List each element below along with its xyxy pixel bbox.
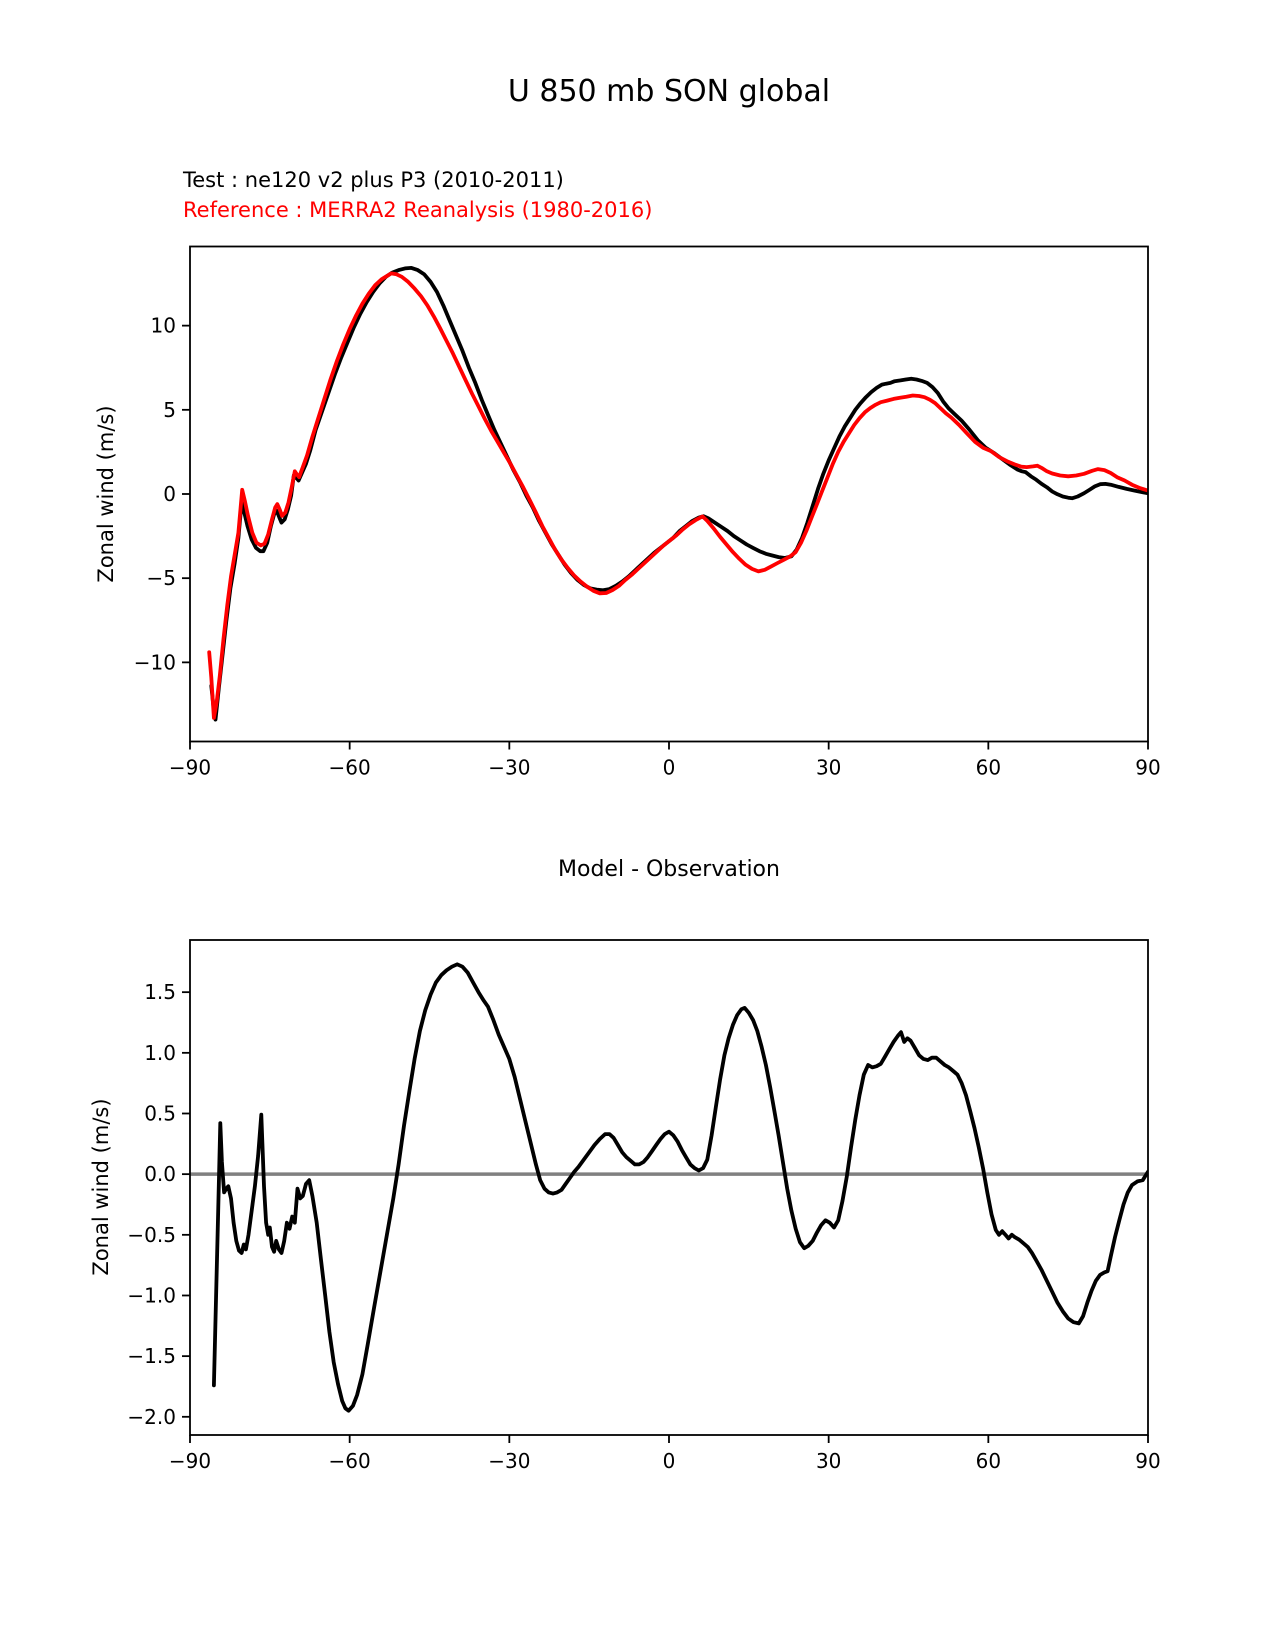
x-tick-label: −90	[168, 1449, 212, 1473]
x-tick-label: 30	[815, 755, 842, 780]
x-tick-label: 90	[1135, 755, 1161, 780]
y-tick-label: −2.0	[127, 1404, 176, 1429]
y-tick-label: −0.5	[127, 1222, 176, 1247]
x-tick-label: 30	[815, 1449, 842, 1473]
y-tick-label: 0.0	[144, 1162, 176, 1187]
x-tick-label: −60	[328, 755, 371, 780]
difference-series-line	[214, 964, 1148, 1410]
legend-reference-label: Reference : MERRA2 Reanalysis (1980-2016)	[183, 198, 653, 222]
test-series-line	[211, 268, 1148, 720]
bottom-plot-ylabel: Zonal wind (m/s)	[89, 1098, 113, 1276]
y-tick-label: 0.5	[144, 1101, 176, 1126]
y-tick-label: 5	[163, 397, 176, 422]
x-tick-label: 90	[1135, 1449, 1161, 1473]
y-tick-label: 1.5	[144, 980, 176, 1005]
y-tick-label: −1.0	[127, 1283, 176, 1308]
bottom-plot	[127, 940, 1160, 1473]
y-tick-label: 0	[163, 482, 176, 506]
top-plot	[134, 247, 1161, 780]
x-tick-label: −90	[168, 755, 212, 780]
x-tick-label: 0	[662, 1449, 676, 1473]
x-tick-label: −30	[488, 755, 531, 780]
y-tick-label: 10	[150, 313, 176, 338]
y-tick-label: −10	[133, 650, 176, 675]
x-tick-label: −30	[488, 1449, 531, 1473]
figure-title: U 850 mb SON global	[507, 74, 831, 109]
legend-test-label: Test : ne120 v2 plus P3 (2010-2011)	[183, 168, 564, 192]
y-tick-label: −1.5	[127, 1344, 176, 1369]
top-plot-border	[190, 247, 1148, 742]
bottom-plot-title: Model - Observation	[558, 857, 780, 882]
x-tick-label: −60	[328, 1449, 371, 1473]
y-tick-label: 1.0	[144, 1040, 176, 1065]
top-plot-ylabel: Zonal wind (m/s)	[94, 405, 118, 583]
x-tick-label: 0	[662, 755, 676, 780]
x-tick-label: 60	[975, 1449, 1002, 1473]
x-tick-label: 60	[975, 755, 1002, 780]
y-tick-label: −5	[146, 566, 176, 591]
